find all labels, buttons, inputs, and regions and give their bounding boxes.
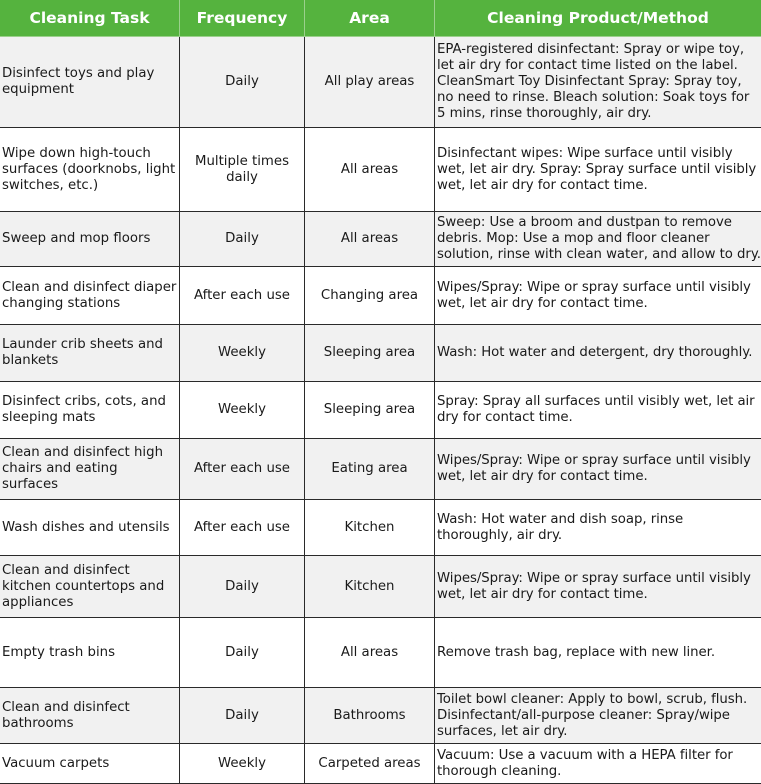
method-cell: Toilet bowl cleaner: Apply to bowl, scrub, flush. Disinfectant/all-purpose cleaner: Spray/wipe surfaces, let air dry. — [435, 688, 761, 744]
table-row — [0, 618, 761, 688]
area-cell: Kitchen — [305, 500, 435, 556]
method-cell: Disinfectant wipes: Wipe surface until visibly wet, let air dry. Spray: Spray surface until visibly wet, let air dry for contact time. — [435, 128, 761, 212]
task-cell: Disinfect cribs, cots, and sleeping mats — [0, 382, 180, 439]
method-cell: Wipes/Spray: Wipe or spray surface until visibly wet, let air dry for contact time. — [435, 267, 761, 325]
task-cell: Wipe down high-touch surfaces (doorknobs, light switches, etc.) — [0, 128, 180, 212]
method-cell: Wipes/Spray: Wipe or spray surface until visibly wet, let air dry for contact time. — [435, 439, 761, 500]
header-row — [0, 0, 761, 37]
area-cell: Eating area — [305, 439, 435, 500]
area-cell: Sleeping area — [305, 325, 435, 382]
table-row — [0, 37, 761, 128]
table-row — [0, 439, 761, 500]
task-cell: Clean and disinfect diaper changing stations — [0, 267, 180, 325]
task-cell: Empty trash bins — [0, 618, 180, 688]
method-cell: Remove trash bag, replace with new liner. — [435, 618, 761, 688]
task-cell: Wash dishes and utensils — [0, 500, 180, 556]
area-cell: Sleeping area — [305, 382, 435, 439]
method-cell: Wash: Hot water and detergent, dry thoroughly. — [435, 325, 761, 382]
table-row — [0, 267, 761, 325]
frequency-cell: Weekly — [180, 382, 305, 439]
frequency-cell: Daily — [180, 556, 305, 618]
header-frequency: Frequency — [180, 0, 305, 37]
header-method: Cleaning Product/Method — [435, 0, 761, 37]
task-cell: Clean and disinfect bathrooms — [0, 688, 180, 744]
table-row — [0, 688, 761, 744]
frequency-cell: Daily — [180, 688, 305, 744]
table-row — [0, 556, 761, 618]
area-cell: All areas — [305, 212, 435, 267]
header-task: Cleaning Task — [0, 0, 180, 37]
method-cell: Spray: Spray all surfaces until visibly wet, let air dry for contact time. — [435, 382, 761, 439]
area-cell: All areas — [305, 128, 435, 212]
frequency-cell: Daily — [180, 37, 305, 128]
method-cell: EPA-registered disinfectant: Spray or wipe toy, let air dry for contact time listed on the label. CleanSmart Toy Disinfectant Spray: Spray toy, no need to rinse. Bleach solution: Soak toys for 5 mins, rinse thoroughly, air dry. — [435, 37, 761, 128]
task-cell: Clean and disinfect kitchen countertops and appliances — [0, 556, 180, 618]
area-cell: All play areas — [305, 37, 435, 128]
table-row — [0, 744, 761, 784]
area-cell: Kitchen — [305, 556, 435, 618]
table-row — [0, 212, 761, 267]
frequency-cell: After each use — [180, 500, 305, 556]
task-cell: Sweep and mop floors — [0, 212, 180, 267]
task-cell: Launder crib sheets and blankets — [0, 325, 180, 382]
task-cell: Vacuum carpets — [0, 744, 180, 784]
table-row — [0, 325, 761, 382]
frequency-cell: Weekly — [180, 325, 305, 382]
table-row — [0, 128, 761, 212]
task-cell: Clean and disinfect high chairs and eating surfaces — [0, 439, 180, 500]
area-cell: Changing area — [305, 267, 435, 325]
frequency-cell: Multiple times daily — [180, 128, 305, 212]
method-cell: Wipes/Spray: Wipe or spray surface until visibly wet, let air dry for contact time. — [435, 556, 761, 618]
frequency-cell: After each use — [180, 439, 305, 500]
frequency-cell: After each use — [180, 267, 305, 325]
table-row — [0, 500, 761, 556]
frequency-cell: Weekly — [180, 744, 305, 784]
table-row — [0, 382, 761, 439]
area-cell: Carpeted areas — [305, 744, 435, 784]
method-cell: Sweep: Use a broom and dustpan to remove debris. Mop: Use a mop and floor cleaner solution, rinse with clean water, and allow to dry. — [435, 212, 761, 267]
task-cell: Disinfect toys and play equipment — [0, 37, 180, 128]
frequency-cell: Daily — [180, 618, 305, 688]
method-cell: Vacuum: Use a vacuum with a HEPA filter for thorough cleaning. — [435, 744, 761, 784]
header-area: Area — [305, 0, 435, 37]
area-cell: Bathrooms — [305, 688, 435, 744]
area-cell: All areas — [305, 618, 435, 688]
frequency-cell: Daily — [180, 212, 305, 267]
method-cell: Wash: Hot water and dish soap, rinse thoroughly, air dry. — [435, 500, 761, 556]
